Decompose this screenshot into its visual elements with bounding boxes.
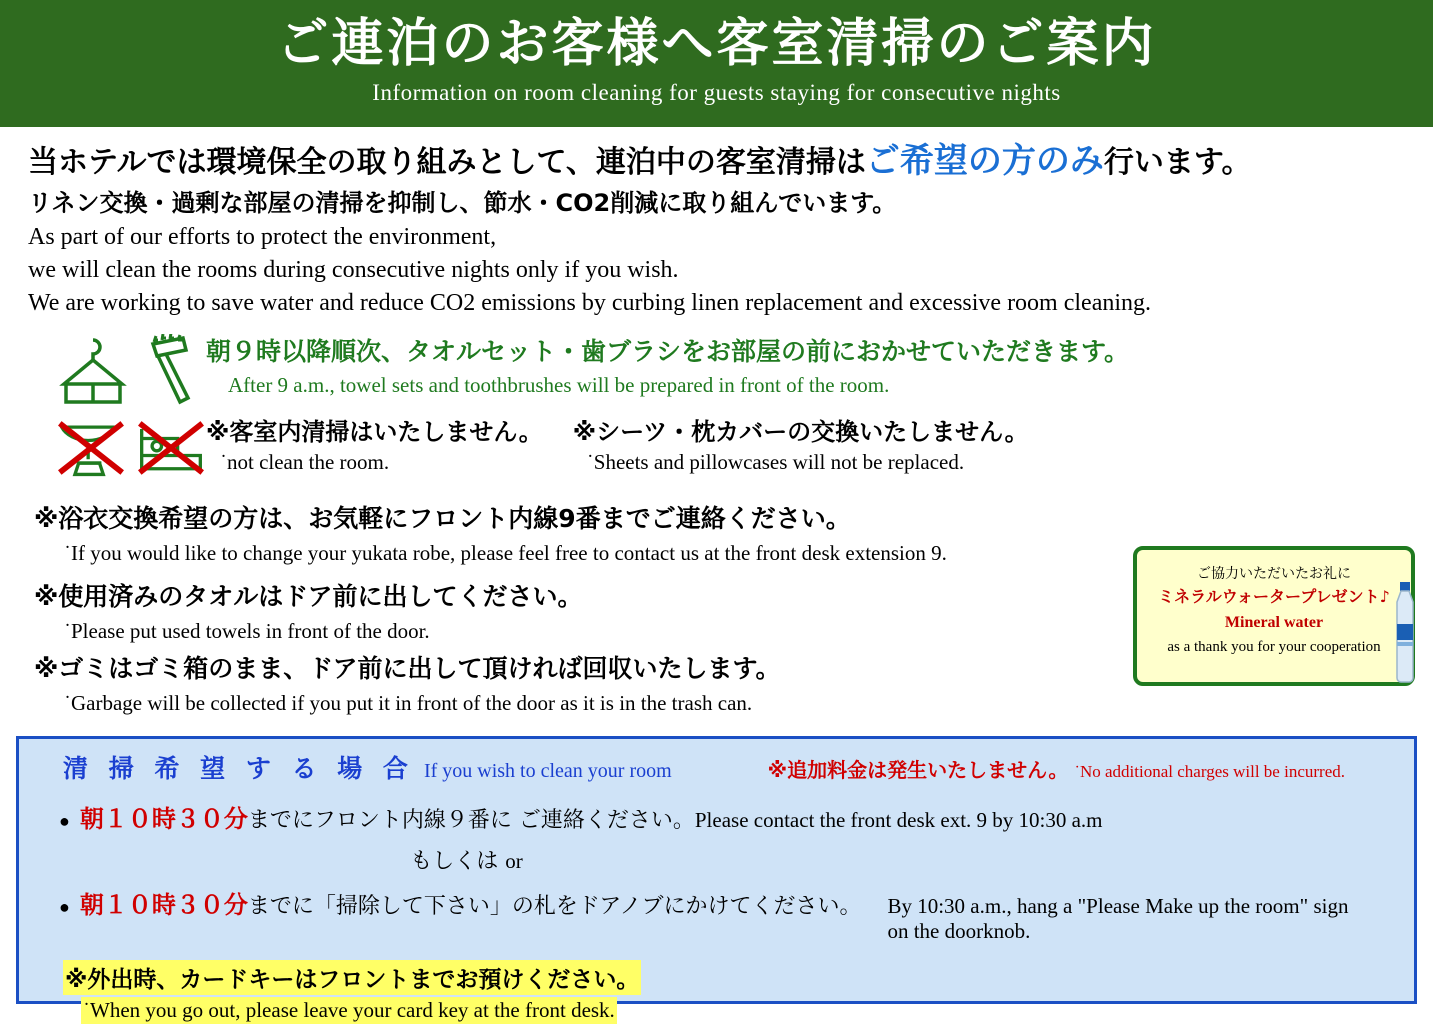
intro-section xyxy=(0,127,1433,320)
panel-warning-en-wrap xyxy=(19,997,1414,1024)
gift-box xyxy=(1133,546,1415,686)
no-sheets-en: ˙Sheets and pillowcases will not be replaced. xyxy=(586,450,965,474)
cleaning-request-panel xyxy=(16,736,1417,1022)
note-towels-en: ˙Please put used towels in front of the door. xyxy=(64,619,430,643)
page-header xyxy=(0,0,1433,127)
panel-bullet-1 xyxy=(19,799,1414,836)
no-clean-jp: ※客室内清掃はいたしません。 xyxy=(206,418,543,446)
bullet2-time: 朝１０時３０分 xyxy=(79,891,248,919)
no-sheets-block xyxy=(573,416,1029,476)
no-service-text-group xyxy=(206,416,1433,476)
page-title-en: Information on room cleaning for guests staying for consecutive nights xyxy=(372,80,1061,105)
no-service-icons xyxy=(56,416,206,478)
bullet-dot-icon: ● xyxy=(59,811,70,831)
no-vacuum-icon xyxy=(56,416,126,478)
note-yukata-jp: ※浴衣交換希望の方は、お気軽にフロント内線9番までご連絡ください。 xyxy=(34,504,851,533)
intro-highlight: ご希望の方のみ xyxy=(865,141,1104,181)
no-sheets-jp: ※シーツ・枕カバーの交換いたしません。 xyxy=(572,418,1029,446)
no-bed-linen-icon xyxy=(136,416,206,478)
page-title-jp: ご連泊のお客様へ客室清掃のご案内 xyxy=(276,14,1157,74)
gift-line-2: ミネラルウォータープレゼント♪ xyxy=(1158,587,1390,606)
intro-en-2: we will clean the rooms during consecutive nights only if you wish. xyxy=(28,257,679,283)
hanger-icon xyxy=(56,334,130,408)
gift-line-3: Mineral water xyxy=(1224,614,1324,631)
toothbrush-icon xyxy=(140,334,202,408)
or-en: or xyxy=(505,849,523,873)
panel-warning-en: ˙When you go out, please leave your card key at the front desk. xyxy=(83,998,615,1022)
intro-line1-part-a: 当ホテルでは環境保全の取り組みとして、連泊中の客室清掃は xyxy=(28,145,866,180)
note-yukata-en: ˙If you would like to change your yukata robe, please feel free to contact us at the front desk extension 9. xyxy=(64,541,947,565)
panel-or-line xyxy=(19,844,1414,875)
intro-line1-part-b: 行います。 xyxy=(1103,145,1252,180)
bullet1-en: Please contact the front desk ext. 9 by 10:30 a.m xyxy=(694,808,1103,832)
no-clean-block xyxy=(206,416,543,476)
panel-warning-jp: ※外出時、カードキーはフロントまでお預けください。 xyxy=(63,960,641,995)
gift-line-1: ご協力いただいたお礼に xyxy=(1197,566,1351,582)
no-service-row xyxy=(0,416,1433,478)
panel-note-en: ˙No additional charges will be incurred. xyxy=(1074,762,1345,781)
towel-row-jp: 朝９時以降順次、タオルセット・歯ブラシをお部屋の前におかせていただきます。 xyxy=(206,337,1130,366)
bullet2-en-1: By 10:30 a.m., hang a "Please Make up the room" sign xyxy=(887,894,1349,918)
intro-en-3: We are working to save water and reduce CO2 emissions by curbing linen replacement and excessive room cleaning. xyxy=(28,290,1152,316)
towel-row-en: After 9 a.m., towel sets and toothbrushes will be prepared in front of the room. xyxy=(228,373,890,397)
note-garbage-jp: ※ゴミはゴミ箱のまま、ドア前に出して頂ければ回収いたします。 xyxy=(34,654,781,683)
no-clean-en: ˙not clean the room. xyxy=(220,450,390,474)
note-towels-jp: ※使用済みのタオルはドア前に出してください。 xyxy=(34,582,583,611)
bullet-dot-icon-2: ● xyxy=(59,897,70,917)
panel-title-jp: 清 掃 希 望 す る 場 合 xyxy=(63,754,414,783)
towel-delivery-row xyxy=(0,334,1433,408)
water-bottle-icon xyxy=(1385,580,1425,688)
panel-warning-jp-wrap xyxy=(19,960,1414,995)
towel-row-icons xyxy=(56,334,206,408)
intro-en-1: As part of our efforts to protect the environment, xyxy=(28,224,497,250)
bullet1-time: 朝１０時３０分 xyxy=(79,805,248,833)
gift-line-4: as a thank you for your cooperation xyxy=(1167,639,1381,655)
or-jp: もしくは xyxy=(410,849,499,874)
towel-row-text xyxy=(206,334,1433,400)
bullet2-jp: までに「掃除して下さい」の札をドアノブにかけてください。 xyxy=(247,894,862,919)
bullet1-jp: までにフロント内線９番に ご連絡ください。 xyxy=(247,808,695,833)
intro-line-1 xyxy=(28,141,1405,183)
panel-bullet-2 xyxy=(19,885,1414,944)
panel-title-row xyxy=(19,739,1414,785)
note-garbage-en: ˙Garbage will be collected if you put it in front of the door as it is in the trash can. xyxy=(64,691,753,715)
bullet2-en-2: on the doorknob. xyxy=(887,919,1031,943)
panel-title-en: If you wish to clean your room xyxy=(423,760,672,782)
panel-note-jp: ※追加料金は発生いたしません。 xyxy=(767,758,1069,782)
intro-line-2: リネン交換・過剰な部屋の清掃を抑制し、節水・CO2削減に取り組んでいます。 xyxy=(28,189,897,217)
